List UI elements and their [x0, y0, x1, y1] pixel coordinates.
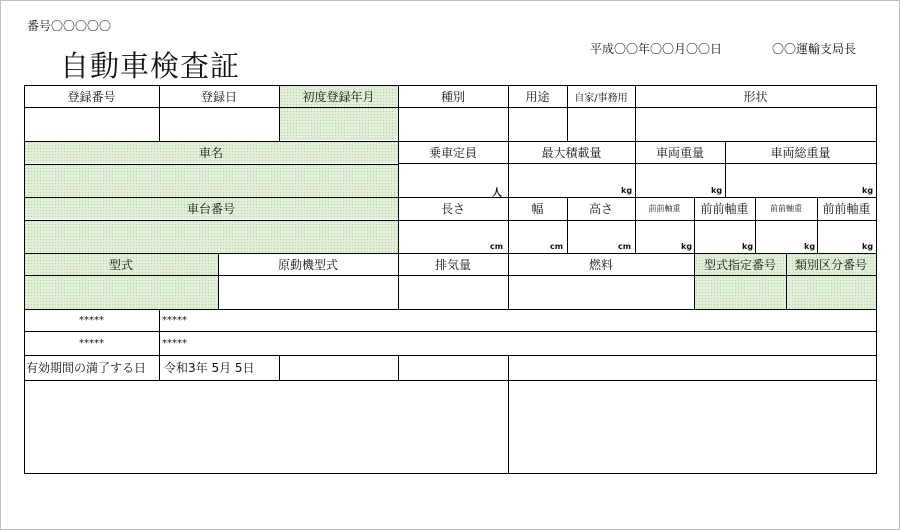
vehicle-weight-label: 車両重量 — [655, 145, 704, 160]
grid-line — [24, 107, 877, 108]
issue-date: 平成〇〇年〇〇月〇〇日 — [590, 42, 723, 56]
grid-line — [24, 380, 877, 381]
grid-line — [398, 355, 399, 380]
engine-model-label: 原動機型式 — [277, 257, 338, 272]
masked-left-2: ***** — [79, 337, 104, 349]
shade-chassis-value — [24, 220, 398, 253]
shade-first-registration-value — [280, 107, 398, 140]
passenger-capacity-label: 乗車定員 — [428, 145, 477, 160]
masked-left-1: ***** — [79, 314, 104, 326]
unit-kg-axle-1: kg — [681, 242, 693, 251]
car-name-label: 車名 — [198, 146, 223, 160]
grid-line — [508, 355, 509, 474]
registration-date-label: 登録日 — [200, 89, 237, 104]
gross-weight-label: 車両総重量 — [770, 145, 831, 160]
model-label: 型式 — [108, 257, 133, 272]
unit-kg-axle-4: kg — [862, 242, 874, 251]
registration-number-label: 登録番号 — [67, 89, 116, 104]
vehicle-type-label: 種別 — [440, 89, 465, 104]
shape-label: 形状 — [743, 89, 768, 104]
expiry-date-value: 令和3年 5月 5日 — [164, 361, 255, 375]
chassis-number-label: 車台番号 — [186, 202, 235, 216]
issuing-authority: 〇〇運輸支局長 — [772, 42, 857, 56]
displacement-label: 排気量 — [434, 257, 471, 272]
axle-weight-label-3: 前前軸重 — [770, 204, 802, 213]
unit-cm-width: cm — [550, 242, 564, 251]
max-load-label: 最大積載量 — [541, 145, 602, 160]
shade-car-name-value — [24, 164, 398, 197]
use-label: 用途 — [525, 89, 550, 104]
axle-weight-label-2: 前前軸重 — [700, 202, 749, 216]
grid-line — [24, 275, 877, 276]
certificate-table — [24, 85, 877, 474]
document-title: 自動車検査証 — [60, 49, 241, 83]
private-business-label: 自家/事務用 — [574, 92, 628, 104]
unit-kg-gross: kg — [862, 186, 874, 195]
unit-persons: 人 — [492, 188, 502, 199]
axle-weight-label-4: 前前軸重 — [822, 202, 871, 216]
certificate-number: 番号〇〇〇〇〇 — [27, 19, 112, 33]
grid-line — [24, 473, 877, 474]
masked-right-1: ***** — [162, 314, 187, 326]
axle-weight-label-1: 前前軸重 — [648, 204, 681, 213]
unit-cm-length: cm — [490, 242, 504, 251]
shade-model-value — [24, 276, 218, 309]
length-label: 長さ — [440, 202, 465, 216]
width-label: 幅 — [531, 202, 544, 216]
grid-line — [24, 220, 877, 221]
unit-kg-axle-3: kg — [804, 242, 816, 251]
fuel-label: 燃料 — [588, 257, 613, 272]
unit-kg-weight: kg — [711, 186, 723, 195]
model-designation-number-label: 型式指定番号 — [703, 257, 776, 272]
unit-cm-height: cm — [618, 242, 632, 251]
height-label: 高さ — [588, 202, 613, 216]
grid-line — [159, 355, 160, 380]
unit-kg-load: kg — [621, 186, 633, 195]
first-registration-label: 初度登録年月 — [302, 89, 375, 104]
masked-right-2: ***** — [162, 337, 187, 349]
grid-line — [398, 163, 877, 164]
expiry-date-label: 有効期間の満了する日 — [26, 361, 147, 375]
grid-line — [24, 164, 398, 165]
unit-kg-axle-2: kg — [742, 242, 754, 251]
category-number-label: 類別区分番号 — [794, 257, 867, 272]
grid-line — [876, 85, 877, 474]
